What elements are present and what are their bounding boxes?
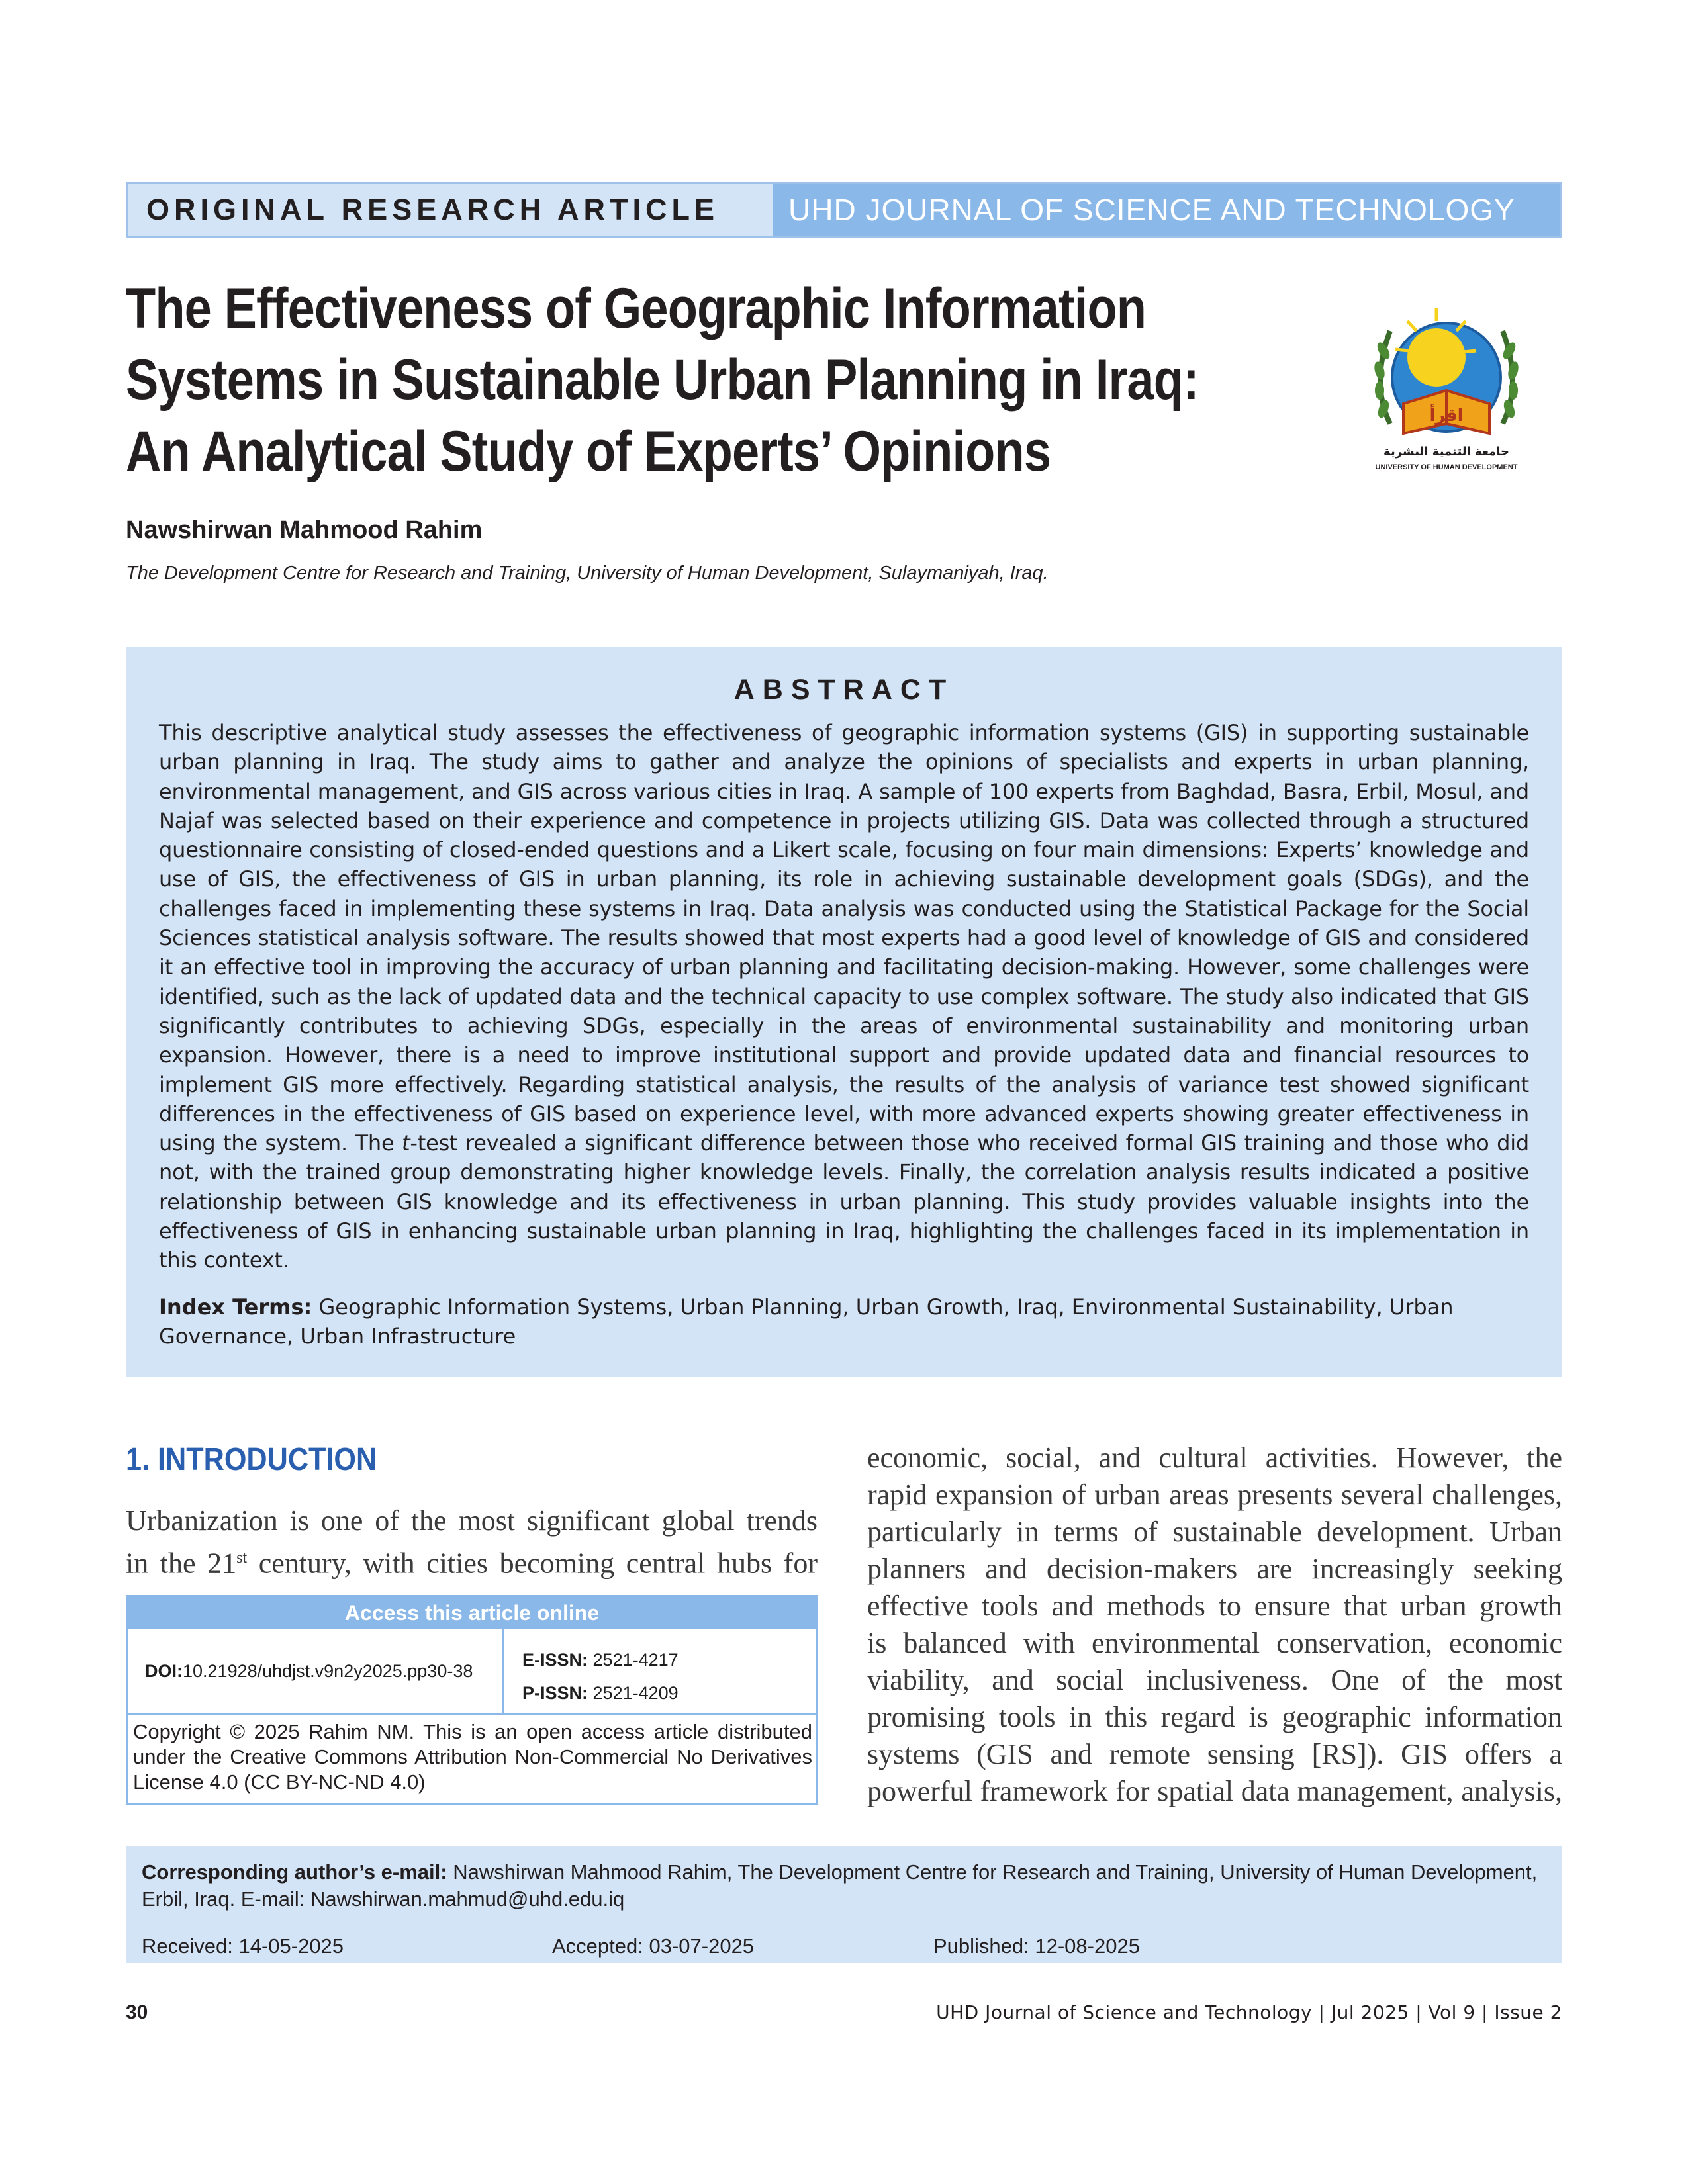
logo-arabic-name: جامعة التنمية البشرية [1383, 445, 1509, 459]
doi-label: DOI: [145, 1661, 183, 1681]
access-box-title: Access this article online [128, 1597, 816, 1629]
page-number: 30 [126, 2001, 148, 2023]
intro-line: systems (GIS and remote sensing [RS]). GIS offers a [867, 1738, 1562, 1770]
intro-line: rapid expansion of urban areas presents several challenges, [867, 1479, 1562, 1511]
index-terms-label: Index Terms: [159, 1294, 312, 1320]
section-heading-introduction: 1. INTRODUCTION [126, 1442, 377, 1477]
title-line: The Effectiveness of Geographic Information [126, 277, 1147, 340]
abstract-text-part: -test revealed a significant difference between those who received formal GIS training and those who did not, with the trained group demonstrating higher knowledge levels. Finally, the correlation analysis results indicated a positive relationship between GIS knowledge and its effectiveness in urban planning. This study provides valuable insights into the effectiveness of GIS in enhancing sustainable urban planning in Iraq, highlighting the challenges faced in its implementation in this context. [159, 1130, 1529, 1273]
pissn-label: P-ISSN: [522, 1683, 588, 1703]
intro-line [126, 1539, 818, 1582]
received-date: Received: 14-05-2025 [142, 1934, 344, 1958]
svg-text:اقرأ: اقرأ [1429, 406, 1464, 426]
corresponding-author-label: Corresponding author’s e-mail: [142, 1860, 447, 1884]
eissn-row [522, 1643, 816, 1676]
access-box-identifiers [128, 1629, 816, 1715]
copyright-notice: Copyright © 2025 Rahim NM. This is an open access article distributed under the Creative Commons Attribution Non-Commercial No Derivatives License 4.0 (CC BY-NC-ND 4.0) [133, 1720, 812, 1794]
intro-line-part: in the 21 [126, 1547, 237, 1580]
abstract-text [159, 718, 1529, 1275]
university-logo [1364, 291, 1529, 483]
intro-paragraph-col2 [867, 1439, 1562, 1810]
eissn-value: 2521-4217 [592, 1650, 679, 1670]
intro-line: particularly in terms of sustainable development. Urban [867, 1516, 1562, 1548]
corresponding-author-text [142, 1858, 1546, 1913]
published-date: Published: 12-08-2025 [933, 1934, 1140, 1958]
article-type-label: ORIGINAL RESEARCH ARTICLE [128, 184, 773, 236]
pissn-value: 2521-4209 [592, 1683, 679, 1703]
title-line: Systems in Sustainable Urban Planning in Iraq: [126, 348, 1199, 412]
article-header-bar [126, 182, 1562, 238]
access-article-box [126, 1595, 818, 1805]
article-title [126, 273, 1207, 487]
abstract-text-part: This descriptive analytical study assesses the effectiveness of geographic information systems (GIS) in supporting sustainable urban planning in Iraq. The study aims to gather and analyze the opinions of specialists and experts in urban planning, environmental management, and GIS across various cities in Iraq. A sample of 100 experts from Baghdad, Basra, Erbil, Mosul, and Najaf was selected based on their experience and competence in projects utilizing GIS. Data was collected through a structured questionnaire consisting of closed-ended questions and a Likert scale, focusing on four main dimensions: Experts’ knowledge and use of GIS, the effectiveness of GIS in urban planning, its role in achieving sustainable development goals (SDGs), and the challenges faced in implementing these systems in Iraq. Data analysis was conducted using the Statistical Package for the Social Sciences statistical analysis software. The results showed that most experts had a good level of knowledge of GIS and considered it an effective tool in improving the accuracy of urban planning and facilitating decision-making. However, some challenges were identified, such as the lack of updated data and the technical capacity to use complex software. The study also indicated that GIS significantly contributes to achieving SDGs, especially in the areas of environmental sustainability and monitoring urban expansion. However, there is a need to improve institutional support and provide updated data and financial resources to implement GIS more effectively. Regarding statistical analysis, the results of the analysis of variance test showed significant differences in the effectiveness of GIS based on experience level, with more advanced experts showing greater effectiveness in using the system. The [159, 720, 1529, 1156]
accepted-date: Accepted: 03-07-2025 [552, 1934, 755, 1958]
intro-line: planners and decision-makers are increasingly seeking [867, 1553, 1562, 1585]
intro-line: viability, and social inclusiveness. One of the most [867, 1664, 1562, 1696]
abstract-heading: ABSTRACT [733, 674, 955, 705]
author-name: Nawshirwan Mahmood Rahim [126, 516, 483, 544]
intro-line: economic, social, and cultural activities. However, the [867, 1441, 1562, 1474]
intro-line: promising tools in this regard is geographic information [867, 1701, 1562, 1733]
journal-name-label: UHD JOURNAL OF SCIENCE AND TECHNOLOGY [773, 184, 1560, 236]
intro-line: Urbanization is one of the most significant global trends [126, 1504, 818, 1537]
doi-link[interactable]: 10.21928/uhdjst.v9n2y2025.pp30-38 [183, 1661, 473, 1681]
abstract-box [126, 647, 1562, 1377]
eissn-label: E-ISSN: [522, 1650, 588, 1670]
abstract-t-italic: t [402, 1130, 410, 1156]
issn-cell [504, 1629, 816, 1713]
intro-line-part: century, with cities becoming central hubs for [247, 1547, 818, 1580]
corresponding-author-box [126, 1846, 1562, 1963]
index-terms [159, 1293, 1529, 1351]
intro-paragraph-col1 [126, 1502, 818, 1582]
index-terms-value: Geographic Information Systems, Urban Planning, Urban Growth, Iraq, Environmental Sustainability, Urban Governance, Urban Infrastructure [159, 1294, 1454, 1349]
intro-line: is balanced with environmental conservation, economic [867, 1627, 1562, 1659]
intro-line: powerful framework for spatial data management, analysis, [867, 1775, 1562, 1807]
pissn-row [522, 1676, 816, 1709]
corresponding-author-details: Nawshirwan Mahmood Rahim, The Development Centre for Research and Training, University of Human Development, Erbil, Iraq. E-mail: Nawshirwan.mahmud@uhd.edu.iq [142, 1860, 1538, 1911]
logo-english-name: UNIVERSITY OF HUMAN DEVELOPMENT [1375, 463, 1518, 471]
intro-line: effective tools and methods to ensure that urban growth [867, 1590, 1562, 1622]
footer-journal-citation: UHD Journal of Science and Technology | Jul 2025 | Vol 9 | Issue 2 [936, 2001, 1562, 2023]
doi-cell [128, 1629, 504, 1713]
ordinal-superscript: st [236, 1549, 248, 1567]
title-line: An Analytical Study of Experts’ Opinions [126, 420, 1051, 483]
author-affiliation: The Development Centre for Research and Training, University of Human Development, Sulaymaniyah, Iraq. [126, 563, 1049, 584]
